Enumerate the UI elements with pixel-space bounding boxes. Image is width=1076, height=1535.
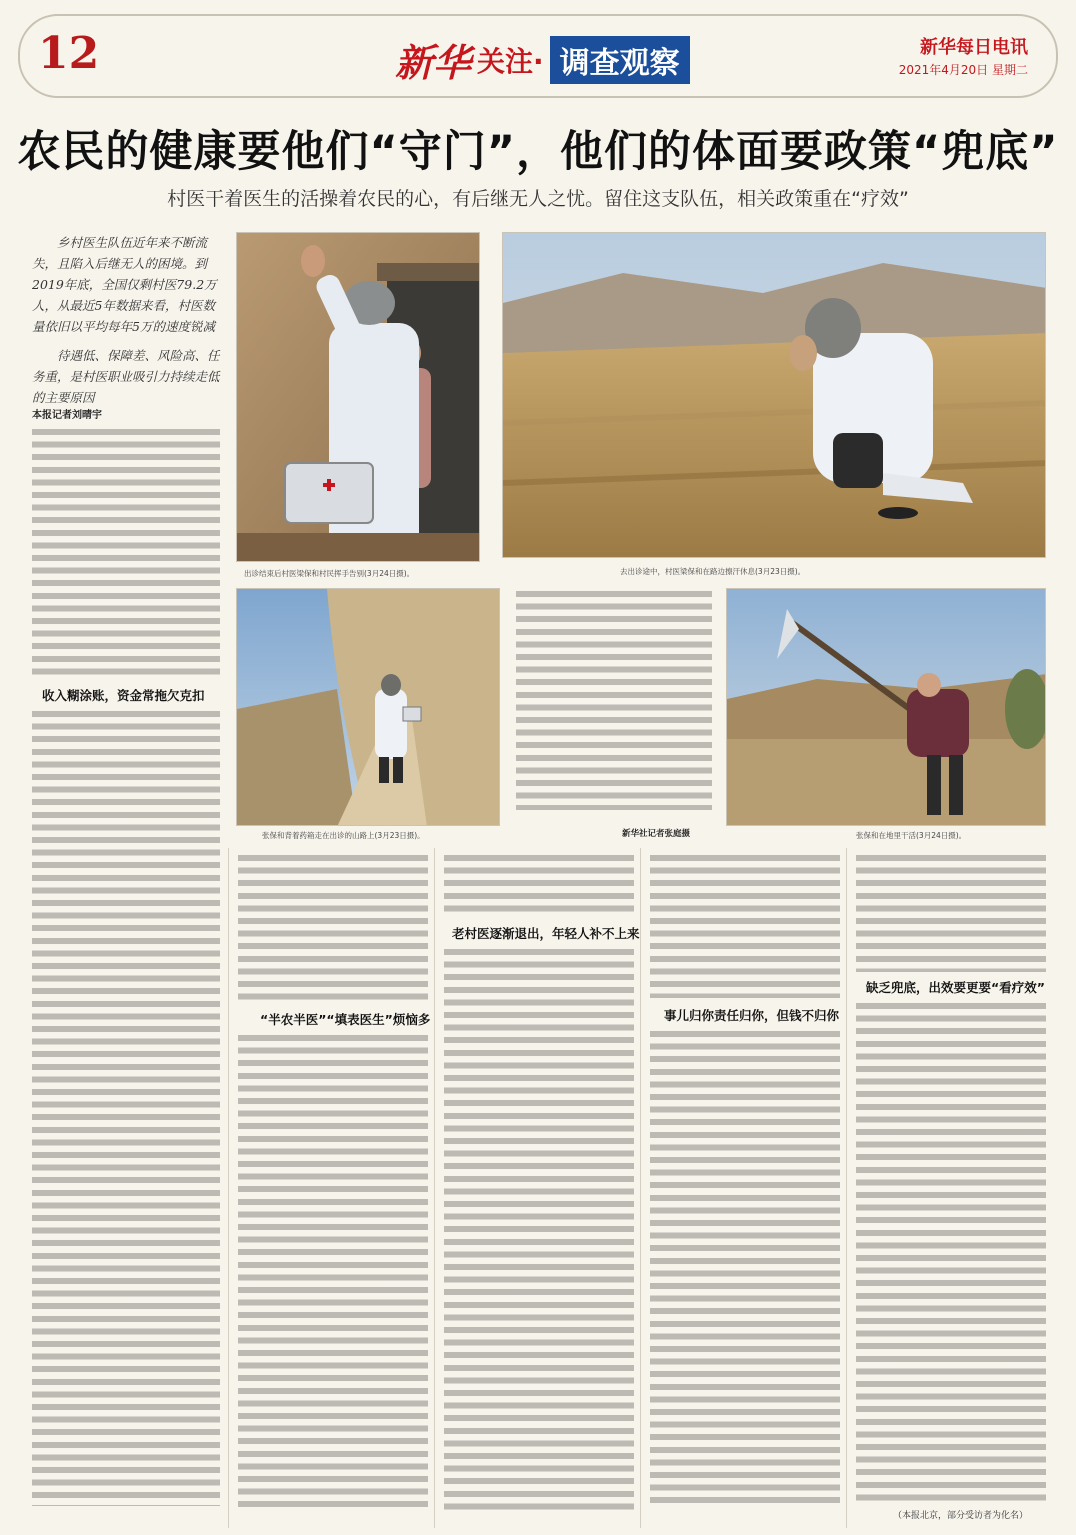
byline: 本报记者刘晴宇 <box>32 410 102 421</box>
photo-caption: 张保和背着药箱走在出诊的山路上(3月23日摄)。 <box>262 831 425 840</box>
body-text-block <box>856 1000 1046 1504</box>
body-text-block <box>856 852 1046 972</box>
column-rule <box>434 848 435 1528</box>
body-text-block <box>650 1028 840 1510</box>
column-rule <box>846 848 847 1528</box>
section-heading: 事儿归你责任归你，但钱不归你 <box>664 1008 840 1023</box>
body-text-block <box>238 852 428 1002</box>
photo-caption: 张保和在地里干活(3月24日摄)。 <box>856 831 967 840</box>
page-number: 12 <box>38 28 100 79</box>
section-heading: 老村医逐渐退出，年轻人补不上来 <box>452 926 640 941</box>
section-brand <box>395 32 690 87</box>
paper-brand <box>899 30 1028 78</box>
headline: 农民的健康要他们“守门”，他们的体面要政策“兜底” <box>17 127 1059 177</box>
paper-logo-mark: 新华 <box>920 37 956 58</box>
photo-doctor-resting <box>502 232 1046 558</box>
section-heading: 缺乏兜底，出效要更要“看疗效” <box>866 980 1045 995</box>
lede-paragraph: 待遇低、保障差、风险高、任务重，是村医职业吸引力持续走低的主要原因 <box>32 348 220 405</box>
column-rule <box>228 848 229 1528</box>
paper-name: 每日电讯 <box>956 37 1028 58</box>
photo-doctor-farming-image <box>727 589 1046 826</box>
photo-doctor-farming <box>726 588 1046 826</box>
lede-paragraph: 乡村医生队伍近年来不断流失，且陷入后继无人的困境。到2019年底，全国仅剩村医79.2万人，从最近5年数据来看，村医数量依旧以平均每年5万的速度锐减 <box>32 235 217 334</box>
photo-doctor-waving-image <box>237 233 480 562</box>
section-heading: “半农半医”“填表医生”烦恼多 <box>260 1012 431 1027</box>
photo-caption: 去出诊途中，村医梁保和在路边擦汗休息(3月23日摄)。 <box>620 567 806 576</box>
body-text-block <box>516 588 712 810</box>
body-text-block <box>650 852 840 998</box>
body-text-block <box>444 852 634 916</box>
photo-credit: 新华社记者张庭摄 <box>622 829 691 839</box>
photo-doctor-walking-image <box>237 589 500 826</box>
photo-doctor-walking <box>236 588 500 826</box>
photo-doctor-waving <box>236 232 480 562</box>
body-text-block <box>32 708 220 1506</box>
photo-caption: 出诊结束后村医梁保和村民挥手告别(3月24日摄)。 <box>244 569 415 578</box>
xinhua-logo-text: 新华 <box>395 40 472 85</box>
column-rule <box>640 848 641 1528</box>
issue-date: 2021年4月20日 星期二 <box>898 63 1028 77</box>
footer-note: （本报北京，部分受访者为化名） <box>892 1511 1028 1521</box>
guanzhu-label: 关注· <box>477 44 544 78</box>
section-label: 调查观察 <box>550 36 690 84</box>
body-text-block <box>238 1032 428 1510</box>
lede <box>32 232 220 408</box>
subheadline: 村医干着医生的活操着农民的心，有后继无人之忧。留住这支队伍，相关政策重在“疗效” <box>167 188 909 210</box>
paper-logo <box>899 30 1028 59</box>
photo-doctor-resting-image <box>503 233 1046 558</box>
body-text-block <box>32 426 220 680</box>
section-heading: 收入糊涂账，资金常拖欠克扣 <box>42 688 205 703</box>
body-text-block <box>444 946 634 1510</box>
